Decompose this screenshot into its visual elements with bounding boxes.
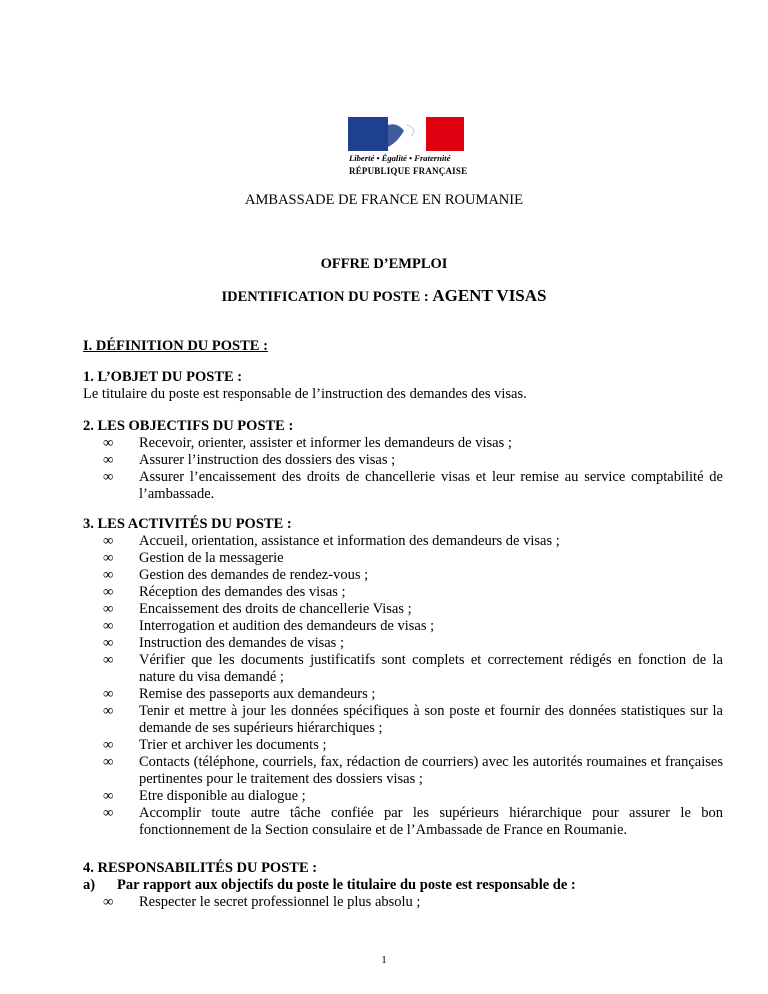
list-item: ∞ Assurer l’instruction des dossiers des visas ;	[103, 452, 396, 468]
list-item: ∞ Tenir et mettre à jour les données spécifiques à son poste et fournir des données statistiques sur la demande de ses supérieurs hiérarchiques ;	[103, 703, 723, 736]
bullet-icon: ∞	[103, 894, 114, 910]
list-item: ∞ Contacts (téléphone, courriels, fax, rédaction de courriers) avec les autorités roumaines et françaises pertinentes pour le traitement des dossiers visas ;	[103, 754, 723, 787]
logo-motto: Liberté • Égalité • Fraternité	[349, 153, 451, 163]
offer-title: OFFRE D’EMPLOI	[320, 256, 448, 272]
list-item: ∞ Gestion des demandes de rendez-vous ;	[103, 567, 369, 583]
marianne-flag-icon	[348, 117, 464, 151]
identification-line	[0, 286, 768, 306]
section-2	[83, 418, 723, 503]
bullet-icon: ∞	[103, 703, 114, 719]
embassy-name: AMBASSADE DE FRANCE EN ROUMANIE	[245, 192, 523, 208]
list-item: ∞ Remise des passeports aux demandeurs ;	[103, 686, 376, 702]
bullet-icon: ∞	[103, 635, 114, 651]
list-item: ∞ Etre disponible au dialogue ;	[103, 788, 306, 804]
bullet-icon: ∞	[103, 788, 114, 804]
list-item: ∞ Encaissement des droits de chancellerie Visas ;	[103, 601, 412, 617]
bullet-icon: ∞	[103, 550, 114, 566]
logo-republic: RÉPUBLIQUE FRANÇAISE	[349, 166, 468, 176]
sub-letter: a)	[83, 877, 96, 893]
list-item: ∞ Recevoir, orienter, assister et informer les demandeurs de visas ;	[103, 435, 512, 451]
section-4-subheading	[83, 877, 723, 894]
section-4-list	[83, 894, 723, 911]
list-item: ∞ Trier et archiver les documents ;	[103, 737, 327, 753]
identification-value: AGENT VISAS	[432, 286, 547, 305]
marianne-logo	[348, 117, 468, 179]
section-4-title: 4. RESPONSABILITÉS DU POSTE :	[83, 860, 318, 876]
list-item: ∞ Assurer l’encaissement des droits de chancellerie visas et leur remise au service comptabilité de l’ambassade.	[103, 469, 723, 502]
bullet-icon: ∞	[103, 652, 114, 668]
bullet-icon: ∞	[103, 618, 114, 634]
list-item: ∞ Accueil, orientation, assistance et information des demandeurs de visas ;	[103, 533, 560, 549]
bullet-icon: ∞	[103, 533, 114, 549]
section-1	[83, 369, 723, 403]
list-item: ∞ Interrogation et audition des demandeurs de visas ;	[103, 618, 435, 634]
section-4	[83, 860, 723, 911]
bullet-icon: ∞	[103, 805, 114, 821]
section-3	[83, 516, 723, 839]
list-item: ∞ Vérifier que les documents justificatifs sont complets et correctement rédigés en fonction de la nature du visa demandé ;	[103, 652, 723, 685]
sub-text: Par rapport aux objectifs du poste le titulaire du poste est responsable de :	[117, 877, 576, 893]
list-item: ∞ Respecter le secret professionnel le plus absolu ;	[103, 894, 421, 910]
section-1-title: 1. L’OBJET DU POSTE :	[83, 369, 243, 385]
section-2-title: 2. LES OBJECTIFS DU POSTE :	[83, 418, 294, 434]
section-3-list	[83, 533, 723, 839]
bullet-icon: ∞	[103, 435, 114, 451]
bullet-icon: ∞	[103, 737, 114, 753]
section-2-list	[83, 435, 723, 503]
section-3-title: 3. LES ACTIVITÉS DU POSTE :	[83, 516, 292, 532]
bullet-icon: ∞	[103, 686, 114, 702]
bullet-icon: ∞	[103, 754, 114, 770]
bullet-icon: ∞	[103, 601, 114, 617]
list-item: ∞ Réception des demandes des visas ;	[103, 584, 346, 600]
identification-label: IDENTIFICATION DU POSTE :	[221, 289, 433, 305]
list-item: ∞ Gestion de la messagerie	[103, 550, 284, 566]
page-number: 1	[381, 954, 387, 966]
section-heading: I. DÉFINITION DU POSTE :	[83, 338, 268, 354]
bullet-icon: ∞	[103, 452, 114, 468]
section-1-text: Le titulaire du poste est responsable de l’instruction des demandes des visas.	[83, 386, 527, 402]
bullet-icon: ∞	[103, 469, 114, 485]
list-item: ∞ Instruction des demandes de visas ;	[103, 635, 344, 651]
bullet-icon: ∞	[103, 567, 114, 583]
bullet-icon: ∞	[103, 584, 114, 600]
list-item: ∞ Accomplir toute autre tâche confiée par les supérieurs hiérarchique pour assurer le bon fonctionnement de la Section consulaire et de l’Ambassade de France en Roumanie.	[103, 805, 723, 838]
